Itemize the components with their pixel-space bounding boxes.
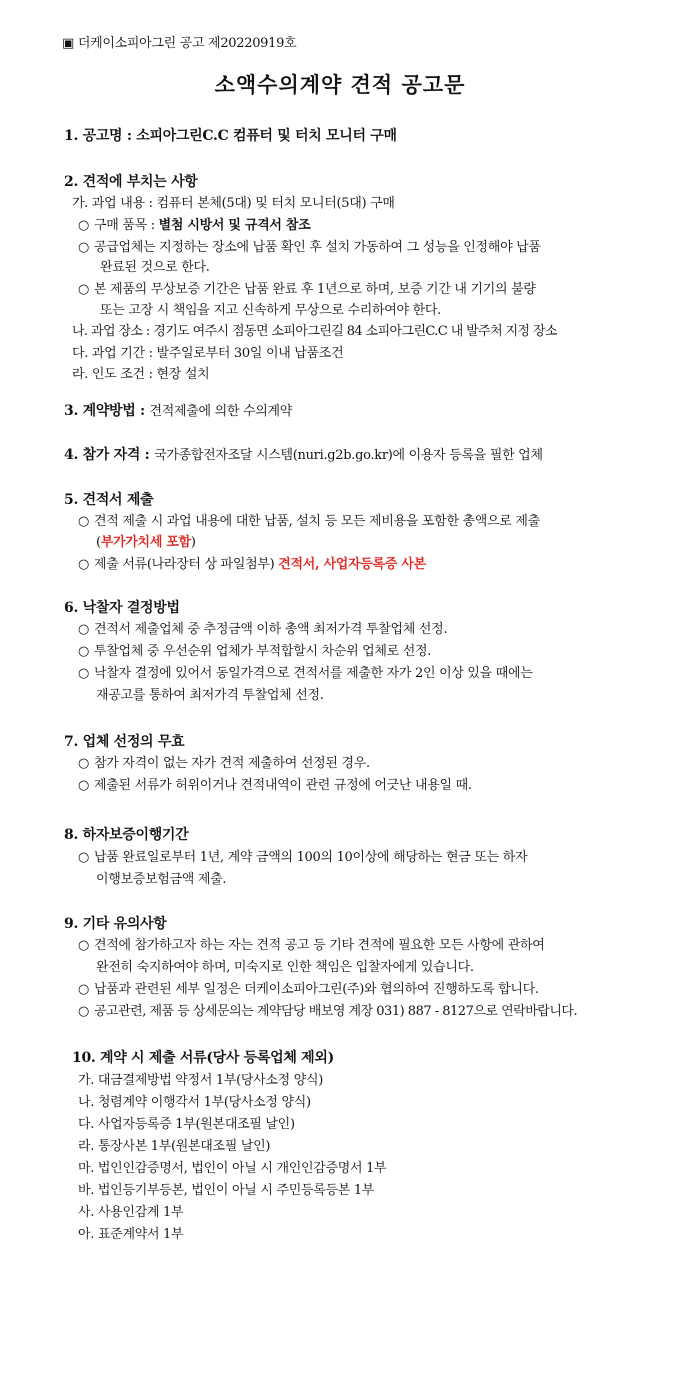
required-doc-item: 나. 청렴계약 이행각서 1부(당사소정 양식) (78, 1095, 311, 1110)
section-4 (64, 446, 543, 465)
section-3 (64, 402, 292, 421)
notice-number: ▣ 더케이소피아그린 공고 제20220919호 (62, 36, 297, 51)
quote-submit-line-1: ○ 견적 제출 시 과업 내용에 대한 납품, 설치 등 모든 제비용을 포함한 총액으로 제출 (78, 514, 540, 529)
bullet-icon: ○ (78, 778, 90, 793)
item-label: 구매 품목 : (94, 218, 159, 233)
section-1-heading: 1. 공고명 : 소피아그린C.C 컴퓨터 및 터치 모니터 구매 (64, 128, 397, 144)
required-doc-item: 마. 법인인감증명서, 법인이 아닐 시 개인인감증명서 1부 (78, 1161, 387, 1176)
required-doc-item: 라. 통장사본 1부(원본대조필 날인) (78, 1139, 271, 1154)
submit-documents-line: ○ 제출 서류(나라장터 상 파일첨부) 견적서, 사업자등록증 사본 (78, 557, 426, 572)
note-3-contact: ○ 공고관련, 제품 등 상세문의는 계약담당 배보영 계장 031) 887 - 8127으로 연락바랍니다. (78, 1004, 578, 1019)
bullet-icon: ○ (78, 938, 90, 953)
delivery-condition: 라. 인도 조건 : 현장 설치 (72, 367, 210, 382)
required-documents: 견적서, 사업자등록증 사본 (278, 557, 426, 572)
section-5-heading: 5. 견적서 제출 (64, 492, 154, 508)
required-doc-item: 사. 사용인감계 1부 (78, 1205, 184, 1220)
bullet-icon: ○ (78, 982, 90, 997)
quote-submit-line-2: (부가가치세 포함) (96, 535, 196, 550)
required-doc-item: 가. 대금결제방법 약정서 1부(당사소정 양식) (78, 1073, 324, 1088)
bullet-icon: ○ (78, 218, 90, 233)
bullet-icon: ○ (78, 756, 90, 771)
award-rule-2: ○ 투찰업체 중 우선순위 업체가 부적합할시 차순위 업체로 선정. (78, 644, 432, 659)
required-doc-item: 아. 표준계약서 1부 (78, 1227, 184, 1242)
invalid-rule-1: ○ 참가 자격이 없는 자가 견적 제출하여 선정된 경우. (78, 756, 370, 771)
award-rule-1: ○ 견적서 제출업체 중 추정금액 이하 총액 최저가격 투찰업체 선정. (78, 622, 448, 637)
bullet-icon: ○ (78, 850, 90, 865)
required-doc-item: 다. 사업자등록증 1부(원본대조필 날인) (78, 1117, 295, 1132)
section-7-heading: 7. 업체 선정의 무효 (64, 734, 185, 750)
section-10-heading: 10. 계약 시 제출 서류(당사 등록업체 제외) (72, 1050, 334, 1066)
defect-warranty-line-1: ○ 납품 완료일로부터 1년, 계약 금액의 100의 10이상에 해당하는 현금 또는 하자 (78, 850, 528, 865)
section-9-heading: 9. 기타 유의사항 (64, 916, 167, 932)
warranty-line-2: 또는 고장 시 책임을 지고 신속하게 무상으로 수리하여야 한다. (100, 303, 441, 318)
note-1-line-1: ○ 견적에 참가하고자 하는 자는 견적 공고 등 기타 견적에 필요한 모든 사항에 관하여 (78, 938, 545, 953)
award-rule-3-line-2: 재공고를 통하여 최저가격 투찰업체 선정. (96, 688, 324, 703)
defect-warranty-line-2: 이행보증보험금액 제출. (96, 872, 227, 887)
task-location: 나. 과업 장소 : 경기도 여주시 점동면 소피아그린길 84 소피아그린C.C 내 발주처 지정 장소 (72, 324, 557, 339)
note-1-line-2: 완전히 숙지하여야 하며, 미숙지로 인한 책임은 입찰자에게 있습니다. (96, 960, 474, 975)
bullet-icon: ○ (78, 644, 90, 659)
task-period: 다. 과업 기간 : 발주일로부터 30일 이내 납품조건 (72, 346, 344, 361)
section-3-heading: 3. 계약방법 : (64, 403, 150, 419)
document-title: 소액수의계약 견적 공고문 (214, 72, 466, 97)
item-line (78, 217, 310, 235)
bullet-icon: ○ (78, 557, 90, 572)
section-6-heading: 6. 낙찰자 결정방법 (64, 600, 180, 616)
section-2-heading: 2. 견적에 부치는 사항 (64, 174, 198, 190)
bullet-icon: ○ (78, 240, 90, 255)
required-doc-item: 바. 법인등기부등본, 법인이 아닐 시 주민등록등본 1부 (78, 1183, 375, 1198)
section-4-heading: 4. 참가 자격 : (64, 447, 155, 463)
vat-included-note: 부가가치세 포함 (100, 535, 191, 550)
task-scope: 가. 과업 내용 : 컴퓨터 본체(5대) 및 터치 모니터(5대) 구매 (72, 196, 395, 211)
bullet-icon: ○ (78, 514, 90, 529)
supplier-line-1: ○ 공급업체는 지정하는 장소에 납품 확인 후 설치 가동하여 그 성능을 인정해야 납품 (78, 240, 541, 255)
bullet-icon: ○ (78, 282, 90, 297)
item-spec-reference: 별첨 시방서 및 규격서 참조 (158, 218, 311, 233)
award-rule-3-line-1: ○ 낙찰자 결정에 있어서 동일가격으로 견적서를 제출한 자가 2인 이상 있을 때에는 (78, 666, 533, 681)
bullet-icon: ○ (78, 622, 90, 637)
section-8-heading: 8. 하자보증이행기간 (64, 827, 189, 843)
note-2: ○ 납품과 관련된 세부 일정은 더케이소피아그린(주)와 협의하여 진행하도록 합니다. (78, 982, 539, 997)
bullet-icon: ○ (78, 1004, 89, 1019)
contract-method: 견적제출에 의한 수의계약 (149, 404, 293, 419)
supplier-line-2: 완료된 것으로 한다. (100, 260, 210, 275)
bullet-icon: ○ (78, 666, 90, 681)
eligibility-text: 국가종합전자조달 시스템(nuri.g2b.go.kr)에 이용자 등록을 필한 업체 (154, 448, 543, 463)
invalid-rule-2: ○ 제출된 서류가 허위이거나 견적내역이 관련 규정에 어긋난 내용일 때. (78, 778, 472, 793)
warranty-line-1: ○ 본 제품의 무상보증 기간은 납품 완료 후 1년으로 하며, 보증 기간 내 기기의 불량 (78, 282, 536, 297)
